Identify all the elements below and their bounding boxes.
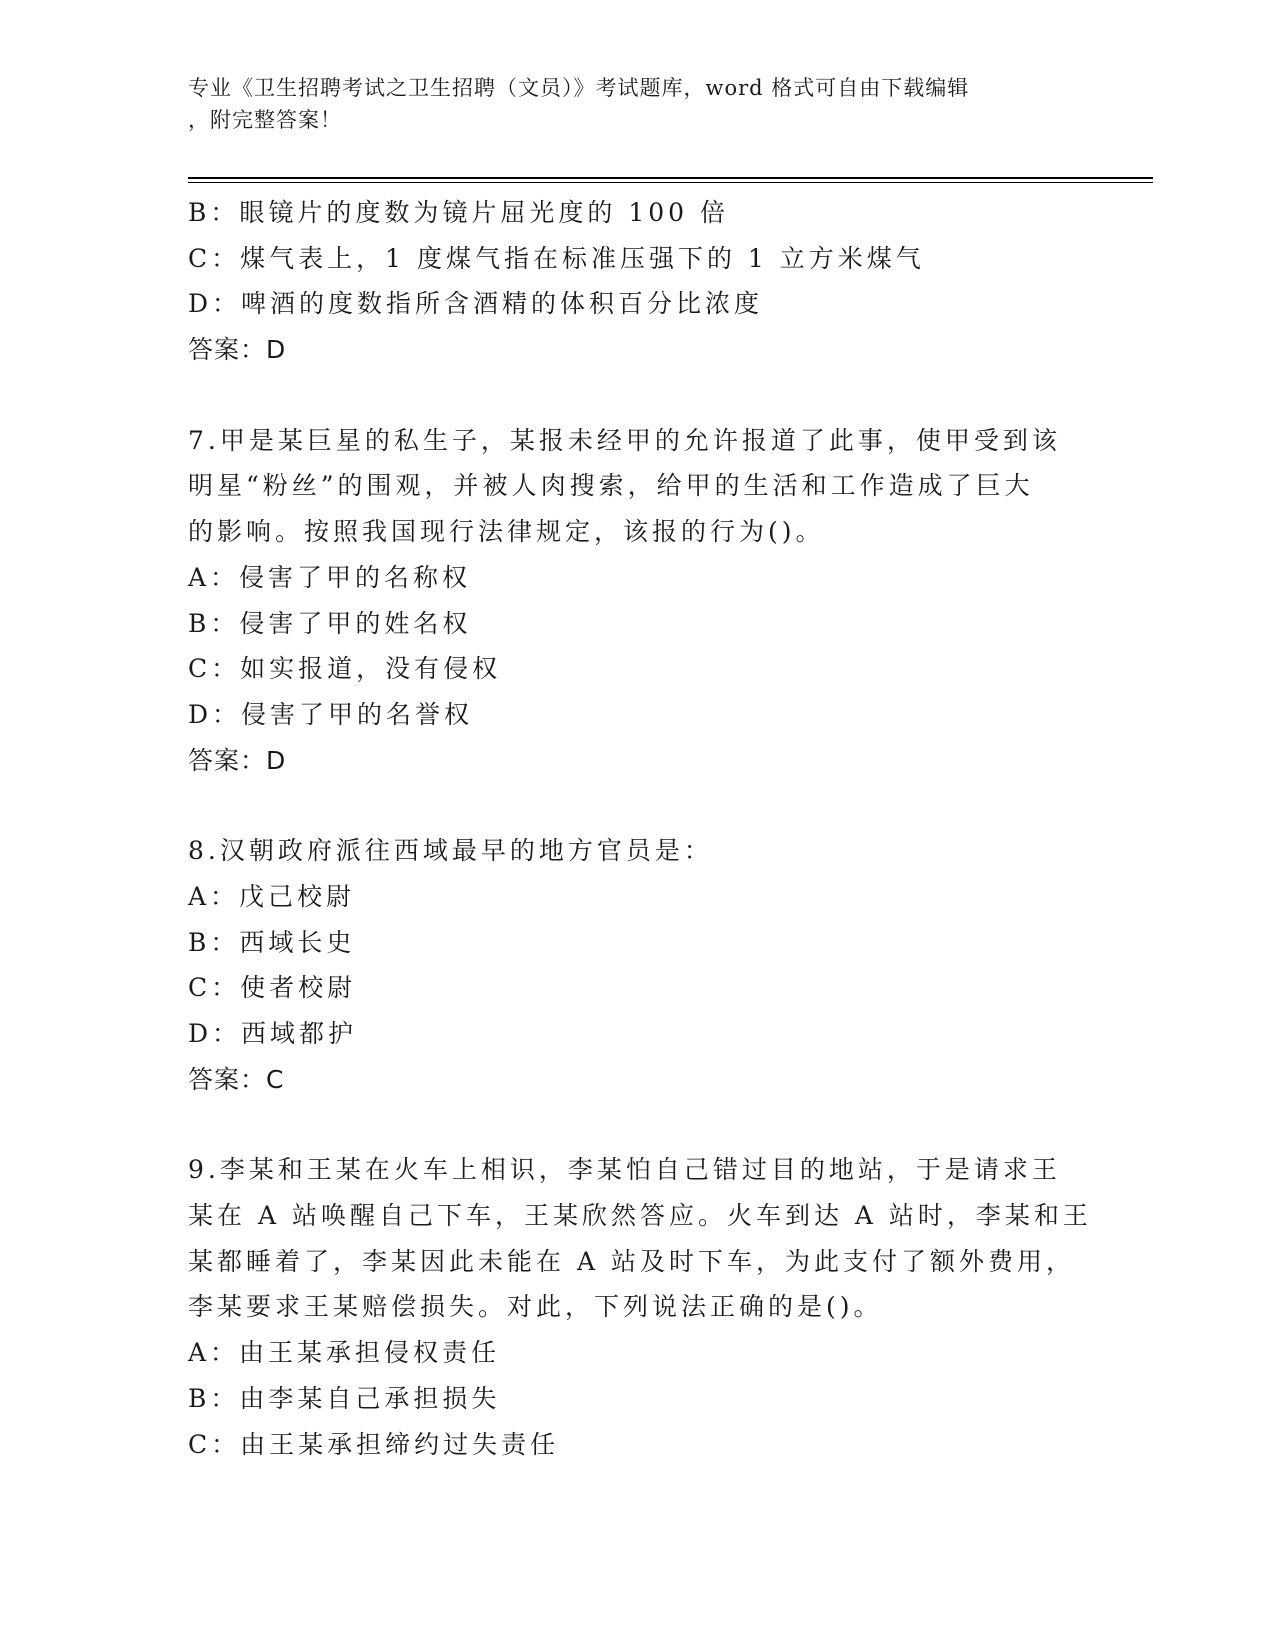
option-a: A：戊己校尉 bbox=[188, 881, 356, 911]
question-stem-line: 8.汉朝政府派往西域最早的地方官员是： bbox=[188, 836, 713, 866]
option-a: A：侵害了甲的名称权 bbox=[188, 562, 472, 592]
header-title-line-1: 专业《卫生招聘考试之卫生招聘（文员）》考试题库，word 格式可自由下载编辑 bbox=[188, 76, 970, 100]
question-stem-line: 明星“粉丝”的围观，并被人肉搜索，给甲的生活和工作造成了巨大 bbox=[188, 471, 1034, 501]
header-divider-thick bbox=[188, 177, 1153, 179]
option-c: C：煤气表上，1 度煤气指在标准压强下的 1 立方米煤气 bbox=[188, 243, 925, 273]
header-title-line-2: ，附完整答案！ bbox=[188, 108, 342, 132]
option-b: B：由李某自己承担损失 bbox=[188, 1383, 501, 1413]
answer-line: 答案：D bbox=[188, 745, 287, 775]
question-stem-line: 李某要求王某赔偿损失。对此，下列说法正确的是()。 bbox=[188, 1292, 883, 1322]
answer-line: 答案：C bbox=[188, 1064, 285, 1094]
option-d: D：侵害了甲的名誉权 bbox=[188, 699, 474, 729]
question-list bbox=[188, 190, 1092, 1467]
question-7 bbox=[188, 418, 1068, 784]
question-9 bbox=[188, 1147, 1092, 1467]
header-divider-thin bbox=[188, 182, 1153, 183]
question-8 bbox=[188, 828, 1068, 1102]
option-d: D：西域都护 bbox=[188, 1019, 358, 1048]
question-6-continuation bbox=[188, 190, 1068, 373]
option-c: C：由王某承担缔约过失责任 bbox=[188, 1429, 560, 1459]
option-a: A：由王某承担侵权责任 bbox=[188, 1338, 501, 1368]
question-stem-line: 9.李某和王某在火车上相识，李某怕自己错过目的地站，于是请求王 bbox=[188, 1155, 1061, 1185]
document-header bbox=[188, 72, 1068, 136]
option-b: B：侵害了甲的姓名权 bbox=[188, 608, 472, 638]
option-b: B：眼镜片的度数为镜片屈光度的 100 倍 bbox=[188, 198, 729, 227]
question-stem-line: 的影响。按照我国现行法律规定，该报的行为()。 bbox=[188, 517, 825, 547]
option-b: B：西域长史 bbox=[188, 927, 356, 957]
option-d: D：啤酒的度数指所含酒精的体积百分比浓度 bbox=[188, 289, 764, 319]
option-c: C：如实报道，没有侵权 bbox=[188, 654, 502, 684]
question-stem-line: 某都睡着了，李某因此未能在 A 站及时下车，为此支付了额外费用， bbox=[188, 1246, 1075, 1276]
question-stem-line: 某在 A 站唤醒自己下车，王某欣然答应。火车到达 A 站时，李某和王 bbox=[188, 1201, 1092, 1231]
answer-line: 答案：D bbox=[188, 335, 287, 365]
option-c: C：使者校尉 bbox=[188, 973, 357, 1003]
question-stem-line: 7.甲是某巨星的私生子，某报未经甲的允许报道了此事，使甲受到该 bbox=[188, 425, 1061, 455]
